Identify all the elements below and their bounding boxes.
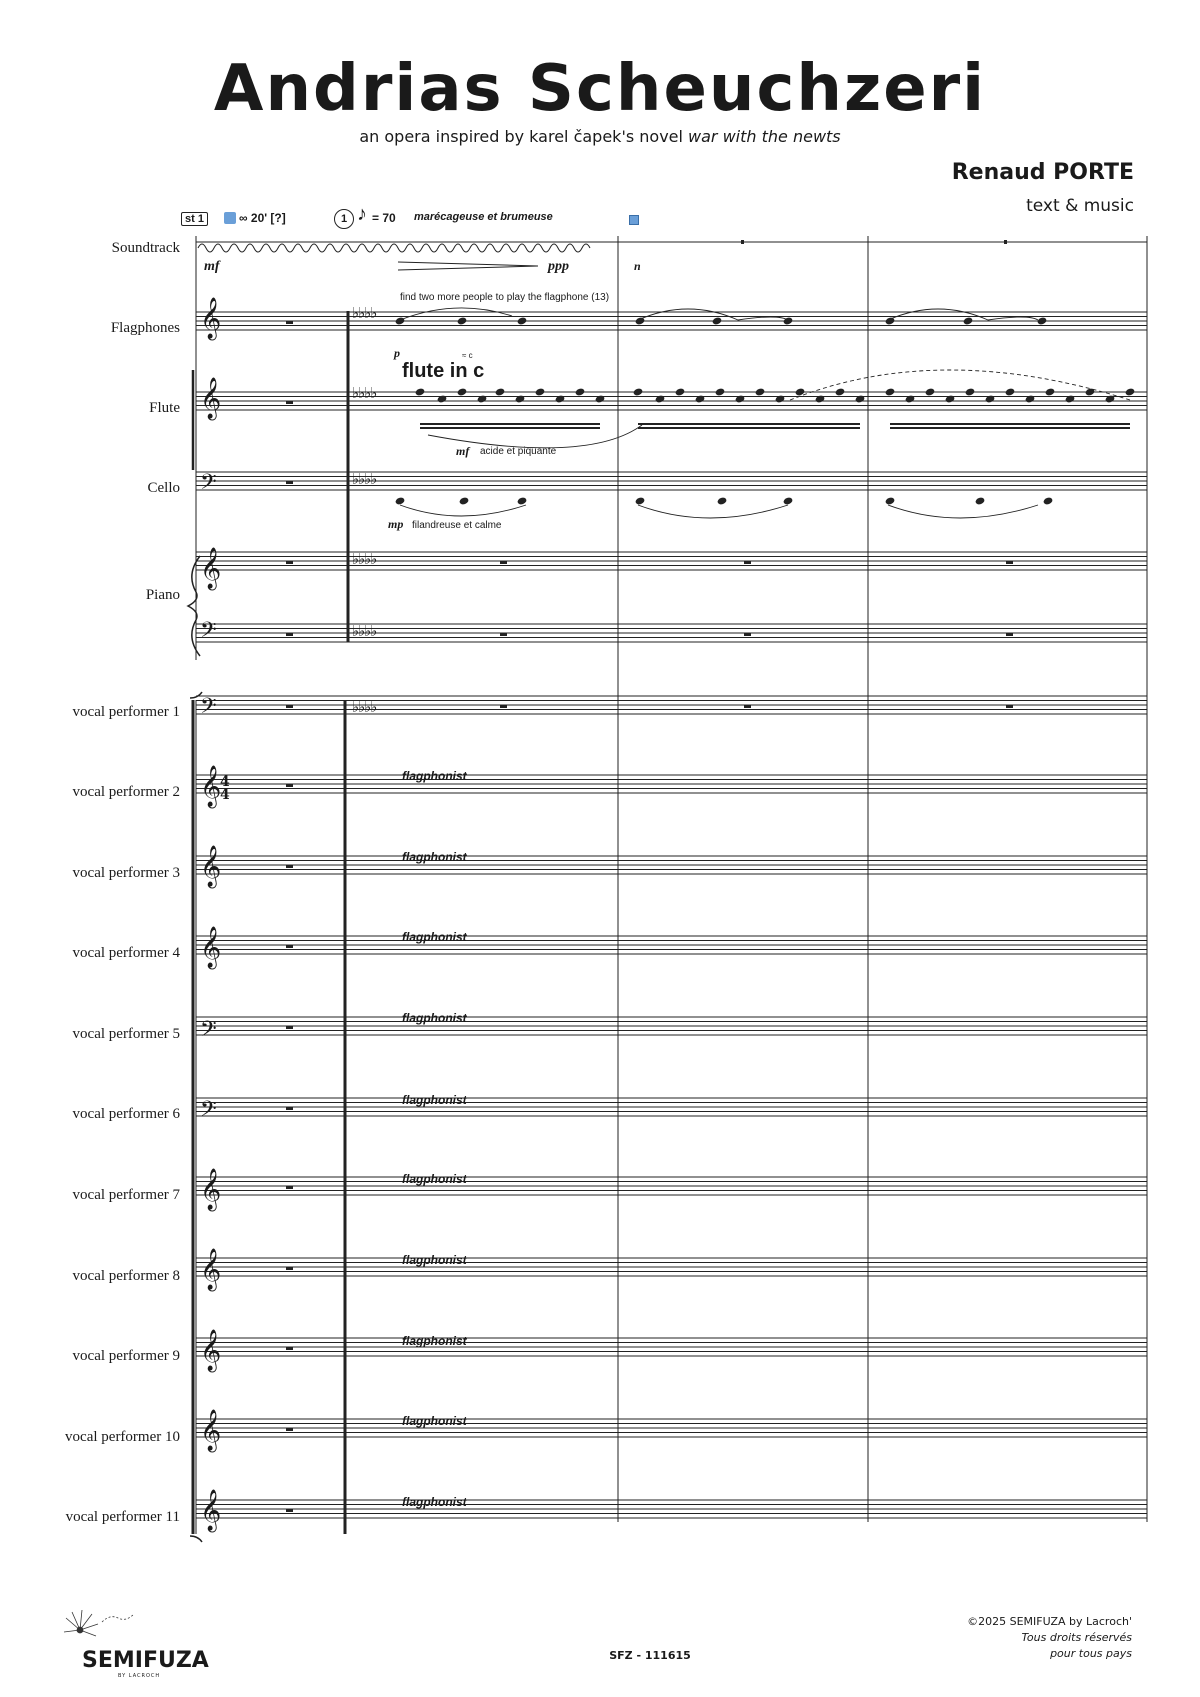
note-head — [755, 387, 766, 396]
treble-clef-icon: 𝄞 — [200, 1330, 222, 1370]
staff — [196, 472, 1147, 490]
whole-rest — [744, 705, 751, 708]
whole-rest — [286, 784, 293, 787]
whole-rest — [500, 633, 507, 636]
note-head — [945, 394, 956, 403]
bass-clef-icon: 𝄢 — [200, 1017, 217, 1046]
note-head — [655, 394, 666, 403]
treble-clef-icon: 𝄞 — [200, 1169, 222, 1209]
flagphonist-label: flagphonist — [402, 930, 467, 944]
time-signature — [220, 776, 230, 802]
instrument-label-vocal-10: vocal performer 10 — [65, 1429, 180, 1445]
rights-line-1: Tous droits réservés — [1021, 1631, 1132, 1644]
note-head — [717, 496, 728, 505]
staff — [196, 775, 1147, 793]
whole-rest — [286, 1347, 293, 1350]
copyright-block — [967, 1614, 1132, 1662]
catalog-code: SFZ - 111615 — [609, 1649, 691, 1662]
note-head — [635, 496, 646, 505]
note-head — [395, 496, 406, 505]
note-head — [1125, 387, 1136, 396]
note-head — [985, 394, 996, 403]
note-head — [715, 387, 726, 396]
note-head — [1025, 394, 1036, 403]
note-head — [675, 387, 686, 396]
note-head — [925, 387, 936, 396]
dynamic-n: n — [634, 259, 641, 273]
key-signature-flats-icon: ♭♭♭♭ — [352, 386, 377, 402]
note-head — [975, 496, 986, 505]
treble-clef-icon: 𝄞 — [200, 927, 222, 967]
note-head — [457, 316, 468, 325]
bass-clef-icon: 𝄢 — [200, 694, 217, 723]
note-head — [459, 496, 470, 505]
whole-rest — [500, 705, 507, 708]
staff — [196, 856, 1147, 874]
whole-rest — [286, 321, 293, 324]
whole-rest — [286, 633, 293, 636]
flagphonist-label: flagphonist — [402, 1414, 467, 1428]
note-head — [395, 316, 406, 325]
note-head — [1045, 387, 1056, 396]
note-head — [905, 394, 916, 403]
treble-clef-icon: 𝄞 — [200, 1249, 222, 1289]
staff — [196, 552, 1147, 570]
note-head — [963, 316, 974, 325]
whole-rest — [744, 633, 751, 636]
flagphone-instruction: find two more people to play the flagphone (13) — [400, 292, 610, 303]
note-head — [1005, 387, 1016, 396]
treble-clef-icon: 𝄞 — [200, 846, 222, 886]
flagphonist-label: flagphonist — [402, 1334, 467, 1348]
staff — [196, 1098, 1147, 1116]
whole-rest — [286, 1509, 293, 1512]
instrument-label-vocal-9: vocal performer 9 — [72, 1348, 180, 1364]
instrument-label-vocal-11: vocal performer 11 — [65, 1509, 180, 1525]
instrument-label-vocal-1: vocal performer 1 — [72, 704, 180, 720]
treble-clef-icon: 𝄞 — [200, 1410, 222, 1450]
staff — [196, 1419, 1147, 1437]
flagphonist-label: flagphonist — [402, 1172, 467, 1186]
key-signature-flats-icon: ♭♭♭♭ — [352, 700, 377, 716]
bass-clef-icon: 𝄢 — [200, 470, 217, 499]
section-label: st 1 — [181, 212, 208, 226]
note-head — [633, 387, 644, 396]
dandelion-logo-icon — [60, 1608, 140, 1648]
note-head — [415, 387, 426, 396]
dynamic-ppp: ppp — [548, 259, 569, 274]
whole-rest — [286, 561, 293, 564]
note-head — [515, 394, 526, 403]
staff — [196, 696, 1147, 714]
dynamic-p: p — [394, 346, 400, 360]
instrument-label-piano: Piano — [145, 587, 180, 603]
instrument-label-soundtrack: Soundtrack — [111, 240, 180, 256]
staff — [196, 1258, 1147, 1276]
publisher-logo: SEMIFUZA — [82, 1648, 209, 1673]
note-head — [835, 387, 846, 396]
note-head — [457, 387, 468, 396]
note-head — [495, 387, 506, 396]
key-signature-flats-icon: ♭♭♭♭ — [352, 624, 377, 640]
instrument-label-vocal-3: vocal performer 3 — [72, 865, 180, 881]
rehearsal-marker: 1 — [334, 209, 354, 229]
tempo-mark: = 70 — [372, 211, 396, 225]
flagphonist-label: flagphonist — [402, 1495, 467, 1509]
instrument-label-cello: Cello — [147, 480, 180, 496]
note-head — [1043, 496, 1054, 505]
bass-clef-icon: 𝄢 — [200, 1097, 217, 1126]
flagphonist-label: flagphonist — [402, 1093, 467, 1107]
dynamic-mf: mf — [204, 259, 220, 274]
flagphonist-label: flagphonist — [402, 1253, 467, 1267]
treble-clef-icon: 𝄞 — [200, 298, 222, 338]
note-head — [477, 394, 488, 403]
flagphonist-label: flagphonist — [402, 850, 467, 864]
staff — [196, 312, 1147, 330]
note-head — [1065, 394, 1076, 403]
instrument-label-vocal-6: vocal performer 6 — [72, 1106, 180, 1122]
duration-label: ∞ 20' [?] — [239, 211, 286, 225]
whole-rest — [286, 1026, 293, 1029]
note-head — [965, 387, 976, 396]
composer-role: text & music — [1026, 196, 1134, 216]
instrument-label-vocal-5: vocal performer 5 — [72, 1026, 180, 1042]
cello-expression: filandreuse et calme — [412, 520, 502, 531]
whole-rest — [286, 1107, 293, 1110]
whole-rest — [286, 401, 293, 404]
dynamic-mp: mp — [388, 517, 404, 531]
bass-clef-icon: 𝄢 — [200, 618, 217, 647]
eighth-note-icon: ♪ — [357, 203, 367, 225]
instrument-label-vocal-4: vocal performer 4 — [72, 945, 180, 961]
treble-clef-icon: 𝄞 — [200, 378, 222, 418]
treble-clef-icon: 𝄞 — [200, 548, 222, 588]
instrument-label-vocal-2: vocal performer 2 — [72, 784, 180, 800]
whole-rest — [286, 481, 293, 484]
staff — [196, 936, 1147, 954]
treble-clef-icon: 𝄞 — [200, 1490, 222, 1530]
key-signature-flats-icon: ♭♭♭♭ — [352, 306, 377, 322]
whole-rest — [286, 1186, 293, 1189]
time-sig-bottom: 4 — [220, 787, 230, 803]
note-head — [695, 394, 706, 403]
note-head — [783, 496, 794, 505]
staff — [196, 392, 1147, 410]
whole-rest — [1006, 561, 1013, 564]
whole-rest — [500, 561, 507, 564]
flute-in-c-label: flute in c — [402, 360, 485, 382]
staff — [196, 624, 1147, 642]
whole-rest — [286, 865, 293, 868]
note-heads — [395, 316, 1136, 505]
instrument-label-vocal-7: vocal performer 7 — [72, 1187, 180, 1203]
staff — [196, 1177, 1147, 1195]
note-head — [595, 394, 606, 403]
note-head — [855, 394, 866, 403]
note-head — [885, 496, 896, 505]
note-head — [517, 496, 528, 505]
flagphonist-label: flagphonist — [402, 1011, 467, 1025]
tempo-text: marécageuse et brumeuse — [414, 211, 553, 223]
flute-expression: acide et piquante — [480, 446, 557, 457]
note-head — [815, 394, 826, 403]
instrument-label-vocal-8: vocal performer 8 — [72, 1268, 180, 1284]
time-sig-top: 4 — [220, 774, 230, 790]
note-head — [535, 387, 546, 396]
copyright-line: ©2025 SEMIFUZA by Lacroch' — [967, 1615, 1132, 1628]
note-head — [783, 316, 794, 325]
staff — [196, 1017, 1147, 1035]
whole-rest — [286, 945, 293, 948]
note-head — [775, 394, 786, 403]
key-signature-flats-icon: ♭♭♭♭ — [352, 552, 377, 568]
instrument-label-flute: Flute — [149, 400, 180, 416]
publisher-logo-sub: BY LACROCH — [118, 1673, 161, 1679]
key-signature-flats-icon: ♭♭♭♭ — [352, 472, 377, 488]
whole-rest — [286, 705, 293, 708]
rests — [286, 321, 1013, 1512]
note-head — [1037, 316, 1048, 325]
whole-rest — [286, 1267, 293, 1270]
whole-rest — [1006, 705, 1013, 708]
note-head — [735, 394, 746, 403]
score-title: Andrias Scheuchzeri — [213, 52, 987, 126]
note-head — [712, 316, 723, 325]
whole-rest — [1006, 633, 1013, 636]
note-head — [1085, 387, 1096, 396]
whole-rest — [744, 561, 751, 564]
subtitle-plain: an opera inspired by karel čapek's novel — [359, 127, 689, 146]
composer-name: Renaud PORTE — [951, 160, 1134, 185]
instrument-label-flagphones: Flagphones — [110, 320, 180, 336]
staff — [196, 1500, 1147, 1518]
flute-approx-c: ≈ c — [462, 351, 473, 360]
dynamic-mf-flute: mf — [456, 444, 470, 458]
whole-rest — [286, 1428, 293, 1431]
staff — [196, 1338, 1147, 1356]
subtitle-italic: war with the newts — [688, 127, 841, 146]
note-head — [437, 394, 448, 403]
note-head — [1105, 394, 1116, 403]
note-head — [885, 387, 896, 396]
treble-clef-icon: 𝄞 — [200, 766, 222, 806]
rights-line-2: pour tous pays — [1050, 1647, 1132, 1660]
note-head — [517, 316, 528, 325]
note-head — [555, 394, 566, 403]
note-head — [575, 387, 586, 396]
flagphonist-label: flagphonist — [402, 769, 467, 783]
